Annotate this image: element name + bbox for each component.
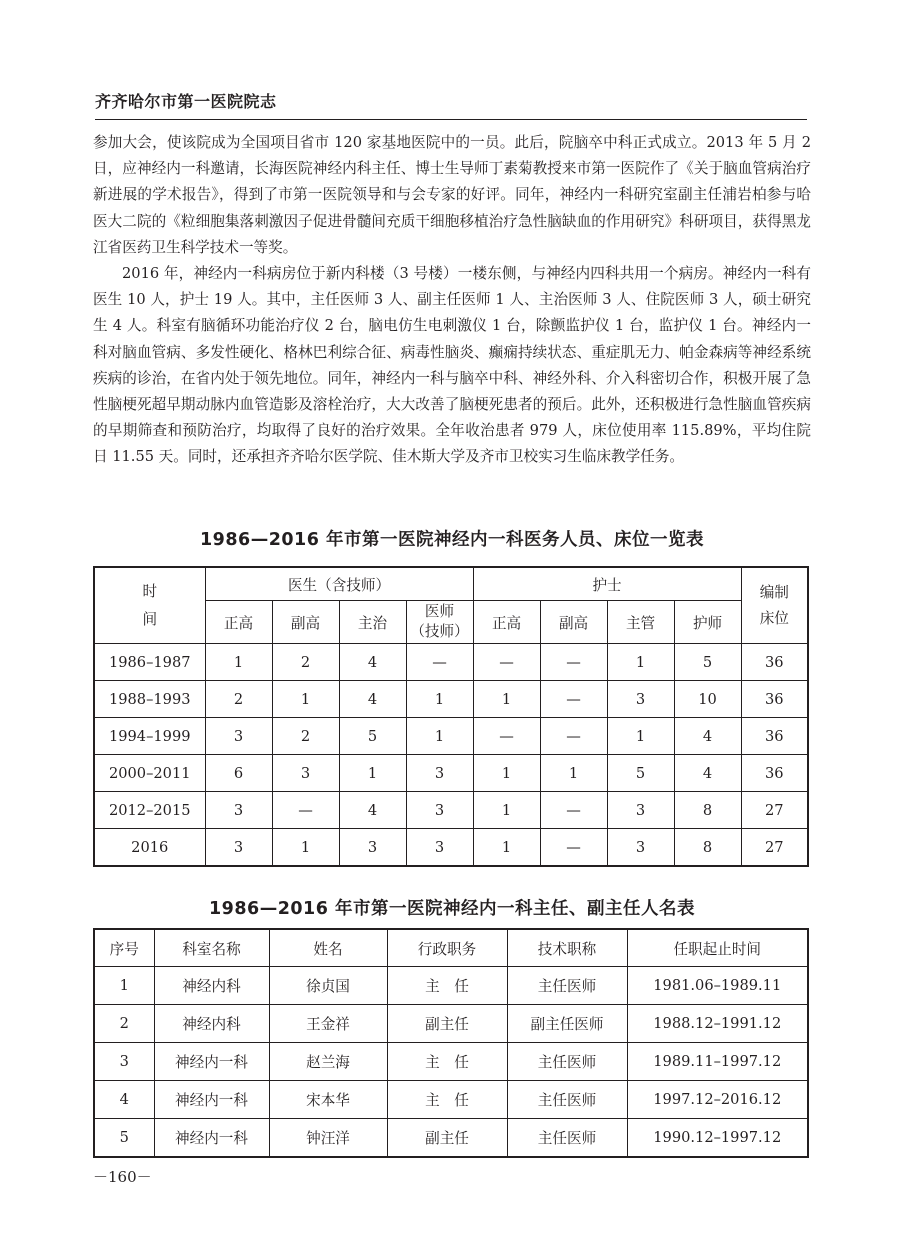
table-cell: 主 任 <box>387 1043 507 1081</box>
table-cell: 副主任 <box>387 1005 507 1043</box>
table-row <box>94 792 808 829</box>
table-cell: 5 <box>607 755 674 792</box>
body-text <box>93 130 811 471</box>
header-beds-line2: 床位 <box>759 609 789 627</box>
table-cell: 3 <box>406 829 473 867</box>
table-cell: 36 <box>741 644 808 681</box>
table-cell: 王金祥 <box>269 1005 387 1043</box>
table-cell: 1986–1987 <box>94 644 205 681</box>
table-row <box>94 681 808 718</box>
table-cell: 1 <box>272 829 339 867</box>
table-cell: 3 <box>406 792 473 829</box>
header-tech-title: 技术职称 <box>507 929 627 967</box>
table-cell: 1994–1999 <box>94 718 205 755</box>
table-cell: 1 <box>406 718 473 755</box>
header-nurses-group: 护士 <box>473 567 741 601</box>
header-physician-line2: （技师） <box>410 623 469 640</box>
table-cell: 4 <box>674 755 741 792</box>
table-cell: 神经内一科 <box>154 1081 269 1119</box>
header-doctor-associate: 副高 <box>272 601 339 644</box>
table-cell: 27 <box>741 792 808 829</box>
table-cell: 8 <box>674 829 741 867</box>
table-cell: 1 <box>540 755 607 792</box>
table-cell: 徐贞国 <box>269 967 387 1005</box>
table-cell: 6 <box>205 755 272 792</box>
table-cell: 3 <box>607 829 674 867</box>
table-cell: 1 <box>473 792 540 829</box>
table-cell: 8 <box>674 792 741 829</box>
table-cell: 钟汪洋 <box>269 1119 387 1158</box>
table-cell: 主 任 <box>387 967 507 1005</box>
header-beds-line1: 编制 <box>759 583 789 601</box>
table-cell: 4 <box>339 644 406 681</box>
table-cell: 1 <box>205 644 272 681</box>
table-cell: 1 <box>339 755 406 792</box>
header-department: 科室名称 <box>154 929 269 967</box>
header-rule <box>95 119 807 120</box>
table-cell: 4 <box>94 1081 154 1119</box>
table-cell: 1 <box>473 829 540 867</box>
staff-table-title: 1986—2016 年市第一医院神经内一科医务人员、床位一览表 <box>199 530 704 550</box>
table-cell: 主任医师 <box>507 967 627 1005</box>
table-cell: 2 <box>272 644 339 681</box>
header-doctor-senior: 正高 <box>205 601 272 644</box>
table-cell: 2 <box>205 681 272 718</box>
table-cell: — <box>540 644 607 681</box>
table-cell: 主任医师 <box>507 1119 627 1158</box>
table-cell: 1 <box>473 681 540 718</box>
directors-table-title: 1986—2016 年市第一医院神经内一科主任、副主任人名表 <box>208 899 695 919</box>
table-cell: 27 <box>741 829 808 867</box>
table-row <box>94 967 808 1005</box>
table-cell: — <box>540 718 607 755</box>
table-cell: — <box>406 644 473 681</box>
table-cell: 3 <box>205 718 272 755</box>
table-cell: 1 <box>473 755 540 792</box>
table-cell: 3 <box>272 755 339 792</box>
table-row <box>94 644 808 681</box>
table-cell: 副主任 <box>387 1119 507 1158</box>
table-cell: 主 任 <box>387 1081 507 1119</box>
table-cell: 赵兰海 <box>269 1043 387 1081</box>
table-cell: 主任医师 <box>507 1081 627 1119</box>
table-cell: 1 <box>94 967 154 1005</box>
table-cell: 1981.06–1989.11 <box>627 967 808 1005</box>
table-cell: 4 <box>339 681 406 718</box>
header-period <box>94 567 205 644</box>
running-head <box>95 86 807 120</box>
table-cell: 副主任医师 <box>507 1005 627 1043</box>
table-cell: 3 <box>339 829 406 867</box>
page-number: －160－ <box>93 1168 152 1186</box>
table-row <box>94 1005 808 1043</box>
book-title: 齐齐哈尔市第一医院院志 <box>95 92 277 111</box>
table-row <box>94 829 808 867</box>
table-cell: 神经内科 <box>154 1005 269 1043</box>
header-period-line1: 时 <box>142 582 158 600</box>
table-cell: — <box>272 792 339 829</box>
table-cell: — <box>473 644 540 681</box>
table-cell: 主任医师 <box>507 1043 627 1081</box>
table-row <box>94 718 808 755</box>
header-index: 序号 <box>94 929 154 967</box>
paragraph-1: 参加大会，使该院成为全国项目省市 120 家基地医院中的一员。此后，院脑卒中科正式成立。2013 年 5 月 2 日，应神经内一科邀请，长海医院神经内科主任、博士生导师丁素菊教授来市第一医院作了《关于脑血管病治疗新进展的学术报告》，得到了市第一医院领导和与会专家的好评。同年，神经内一科研究室副主任浦岩柏参与哈医大二院的《粒细胞集落刺激因子促进骨髓间充质干细胞移植治疗急性脑缺血的作用研究》科研项目，获得黑龙江省医药卫生科学技术一等奖。 <box>93 134 811 256</box>
table-cell: 3 <box>205 792 272 829</box>
header-term: 任职起止时间 <box>627 929 808 967</box>
header-nurse-senior: 正高 <box>473 601 540 644</box>
table-cell: 3 <box>607 681 674 718</box>
table-row <box>94 1043 808 1081</box>
table-cell: 2 <box>94 1005 154 1043</box>
table-cell: 36 <box>741 718 808 755</box>
table-cell: 2 <box>272 718 339 755</box>
table-cell: 2012–2015 <box>94 792 205 829</box>
header-nurse-supervisor: 主管 <box>607 601 674 644</box>
table-row <box>94 755 808 792</box>
table-cell: 5 <box>94 1119 154 1158</box>
table-cell: 1990.12–1997.12 <box>627 1119 808 1158</box>
table-cell: 5 <box>674 644 741 681</box>
footer-rule <box>93 1156 807 1157</box>
table-header-row <box>94 567 808 601</box>
header-physician <box>406 601 473 644</box>
table-cell: 1 <box>406 681 473 718</box>
table-row <box>94 1119 808 1158</box>
header-nurse-associate: 副高 <box>540 601 607 644</box>
table-cell: 3 <box>205 829 272 867</box>
table-cell: 10 <box>674 681 741 718</box>
table-cell: 1989.11–1997.12 <box>627 1043 808 1081</box>
table-cell: 2016 <box>94 829 205 867</box>
table-cell: — <box>540 792 607 829</box>
table-cell: — <box>540 681 607 718</box>
header-period-line2: 间 <box>142 610 158 628</box>
table-cell: 1997.12–2016.12 <box>627 1081 808 1119</box>
header-beds <box>741 567 808 644</box>
table-cell: 神经内科 <box>154 967 269 1005</box>
header-physician-line1: 医师 <box>424 603 455 620</box>
table-cell: — <box>473 718 540 755</box>
table-cell: 36 <box>741 755 808 792</box>
header-doctor-attending: 主治 <box>339 601 406 644</box>
header-admin-post: 行政职务 <box>387 929 507 967</box>
table-cell: 3 <box>607 792 674 829</box>
header-doctors-group: 医生（含技师） <box>205 567 473 601</box>
table-cell: 3 <box>94 1043 154 1081</box>
table-cell: 1988.12–1991.12 <box>627 1005 808 1043</box>
table-cell: 1988–1993 <box>94 681 205 718</box>
table-header-row <box>94 929 808 967</box>
table-cell: 1 <box>272 681 339 718</box>
header-nurse-practitioner: 护师 <box>674 601 741 644</box>
table-cell: 4 <box>339 792 406 829</box>
table-cell: 宋本华 <box>269 1081 387 1119</box>
table-cell: 5 <box>339 718 406 755</box>
table-cell: 2000–2011 <box>94 755 205 792</box>
directors-table <box>93 928 809 1158</box>
table-row <box>94 1081 808 1119</box>
table-cell: — <box>540 829 607 867</box>
table-cell: 1 <box>607 718 674 755</box>
table-cell: 36 <box>741 681 808 718</box>
table-cell: 4 <box>674 718 741 755</box>
staff-beds-table <box>93 566 809 867</box>
table-cell: 1 <box>607 644 674 681</box>
page-footer <box>93 1156 807 1186</box>
header-name: 姓名 <box>269 929 387 967</box>
table-cell: 神经内一科 <box>154 1119 269 1158</box>
paragraph-2: 2016 年，神经内一科病房位于新内科楼（3 号楼）一楼东侧，与神经内四科共用一个病房。神经内一科有医生 10 人，护士 19 人。其中，主任医师 3 人、副主任医师 1 人、主治医师 3 人、住院医师 3 人，硕士研究生 4 人。科室有脑循环功能治疗仪 2 台，脑电仿生电刺激仪 1 台，除颤监护仪 1 台，监护仪 1 台。神经内一科对脑血管病、多发性硬化、格林巴利综合征、病毒性脑炎、癫痫持续状态、重症肌无力、帕金森病等神经系统疾病的诊治，在省内处于领先地位。同年，神经内一科与脑卒中科、神经外科、介入科密切合作，积极开展了急性脑梗死超早期动脉内血管造影及溶栓治疗，大大改善了脑梗死患者的预后。此外，还积极进行急性脑血管疾病的早期筛查和预防治疗，均取得了良好的治疗效果。全年收治患者 979 人，床位使用率 115.89%，平均住院日 11.55 天。同时，还承担齐齐哈尔医学院、佳木斯大学及齐市卫校实习生临床教学任务。 <box>93 265 811 466</box>
table-cell: 3 <box>406 755 473 792</box>
table-cell: 神经内一科 <box>154 1043 269 1081</box>
